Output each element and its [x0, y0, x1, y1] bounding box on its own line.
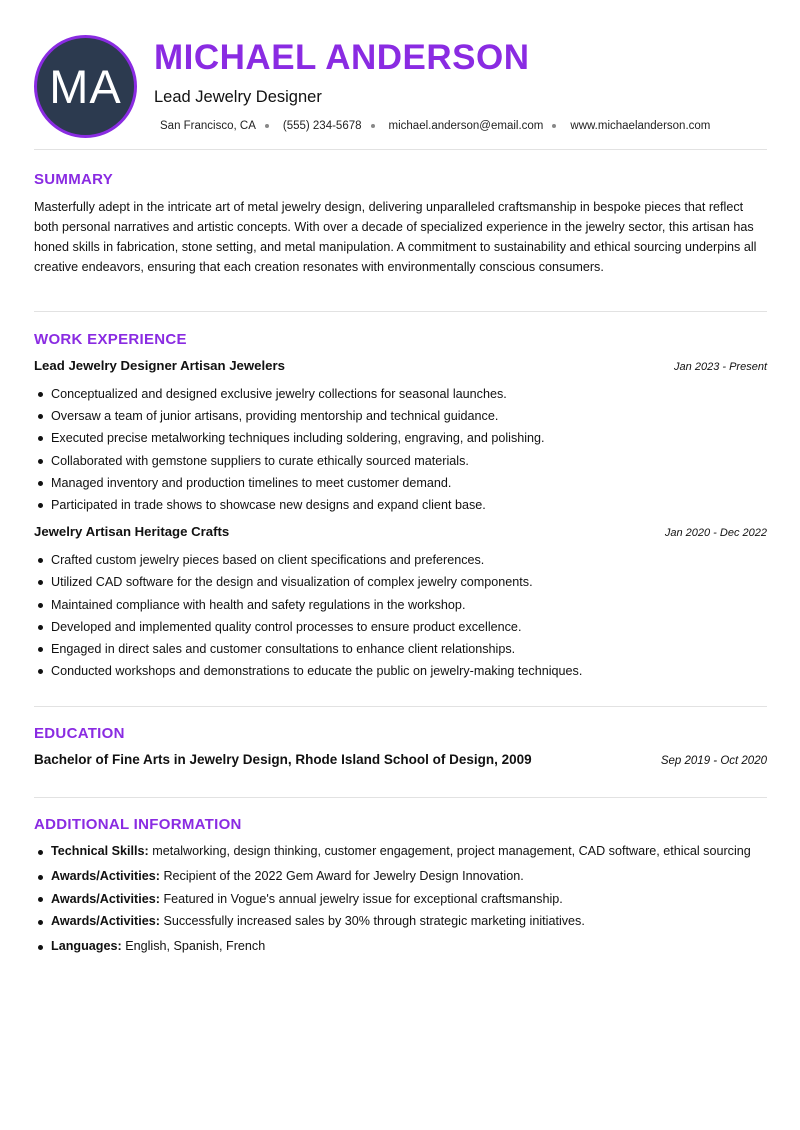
- job-bullet: Maintained compliance with health and safety regulations in the workshop.: [34, 594, 767, 616]
- info-item: [34, 912, 767, 931]
- info-item: [34, 867, 767, 886]
- info-label: Awards/Activities:: [51, 891, 160, 906]
- info-label: Languages:: [51, 939, 122, 953]
- candidate-name: MICHAEL ANDERSON: [154, 38, 530, 77]
- job-bullets: [34, 383, 767, 516]
- education-degree: Bachelor of Fine Arts in Jewelry Design, Rhode Island School of Design, 2009: [34, 752, 532, 767]
- education-date: Sep 2019 - Oct 2020: [660, 755, 767, 767]
- avatar-initials: MA: [49, 60, 122, 113]
- location-text: San Francisco, CA: [160, 120, 256, 132]
- work-experience-section: [34, 312, 767, 707]
- job-title: Lead Jewelry Designer Artisan Jewelers: [34, 358, 285, 373]
- education-entry: [34, 752, 767, 767]
- contact-phone: [283, 120, 389, 132]
- summary-section: [34, 150, 767, 312]
- contact-website: [570, 120, 710, 132]
- job-bullet: Utilized CAD software for the design and visualization of complex jewelry components.: [34, 571, 767, 593]
- job-bullet: Conceptualized and designed exclusive jewelry collections for seasonal launches.: [34, 383, 767, 405]
- job-bullet: Collaborated with gemstone suppliers to curate ethically sourced materials.: [34, 450, 767, 472]
- info-text: English, Spanish, French: [125, 939, 266, 953]
- job-bullet: Managed inventory and production timelines to meet customer demand.: [34, 472, 767, 494]
- job-bullet: Engaged in direct sales and customer consultations to enhance client relationships.: [34, 638, 767, 660]
- contact-location: [160, 120, 283, 132]
- info-item: [34, 842, 767, 861]
- additional-info-section: [34, 798, 767, 956]
- candidate-title: Lead Jewelry Designer: [154, 88, 322, 106]
- website-text: www.michaelanderson.com: [570, 120, 711, 132]
- job-bullets: [34, 549, 767, 682]
- job-date: Jan 2020 - Dec 2022: [664, 527, 767, 540]
- job-header: [34, 524, 767, 544]
- job-bullet: Executed precise metalworking techniques including soldering, engraving, and polishing.: [34, 427, 767, 449]
- job-entry: [34, 524, 767, 682]
- info-label: Technical Skills:: [51, 844, 149, 858]
- job-bullet: Crafted custom jewelry pieces based on client specifications and preferences.: [34, 549, 767, 571]
- info-label: Awards/Activities:: [51, 914, 160, 928]
- info-text: Successfully increased sales by 30% through strategic marketing initiatives.: [163, 914, 585, 928]
- job-entry: [34, 358, 767, 516]
- phone-text: (555) 234-5678: [282, 120, 362, 132]
- contact-info: [160, 120, 710, 132]
- contact-email: [389, 120, 571, 132]
- info-text: Recipient of the 2022 Gem Award for Jewelry Design Innovation.: [163, 869, 524, 883]
- job-bullet: Conducted workshops and demonstrations to educate the public on jewelry-making techniques.: [34, 660, 767, 682]
- job-title: Jewelry Artisan Heritage Crafts: [34, 524, 230, 540]
- info-text: Featured in Vogue's annual jewelry issue for exceptional craftsmanship.: [163, 891, 563, 906]
- info-item: [34, 937, 767, 956]
- job-bullet: Oversaw a team of junior artisans, providing mentorship and technical guidance.: [34, 405, 767, 427]
- job-bullet: Developed and implemented quality control processes to ensure product excellence.: [34, 616, 767, 638]
- avatar: [34, 35, 137, 138]
- contact-separator: [552, 124, 556, 128]
- info-label: Awards/Activities:: [51, 869, 160, 883]
- job-bullet: Participated in trade shows to showcase new designs and expand client base.: [34, 494, 767, 516]
- summary-text: Masterfully adept in the intricate art of metal jewelry design, delivering unparalleled craftsmanship in bespoke pieces that reflect both personal narratives and artistic concepts. With over a decade of specialized experience in the jewelry sector, this artisan has honed skills in fabrication, stone setting, and metal manipulation. A commitment to sustainability and ethical sourcing underpins all creative endeavors, ensuring that each creation resonates with environmentally conscious consumers.: [34, 200, 757, 274]
- email-text: michael.anderson@email.com: [388, 120, 544, 132]
- contact-separator: [265, 124, 269, 128]
- section-title-work: WORK EXPERIENCE: [34, 331, 187, 348]
- info-text: metalworking, design thinking, customer engagement, project management, CAD software, ethical sourcing: [152, 844, 751, 858]
- section-title-summary: SUMMARY: [34, 171, 114, 188]
- section-title-additional: ADDITIONAL INFORMATION: [34, 816, 242, 833]
- resume-header: [34, 0, 767, 150]
- job-header: [34, 358, 767, 378]
- section-title-education: EDUCATION: [34, 725, 125, 742]
- education-section: [34, 707, 767, 798]
- additional-info-list: [34, 842, 767, 956]
- contact-separator: [371, 124, 375, 128]
- info-item: [34, 890, 767, 909]
- job-date: Jan 2023 - Present: [674, 361, 767, 373]
